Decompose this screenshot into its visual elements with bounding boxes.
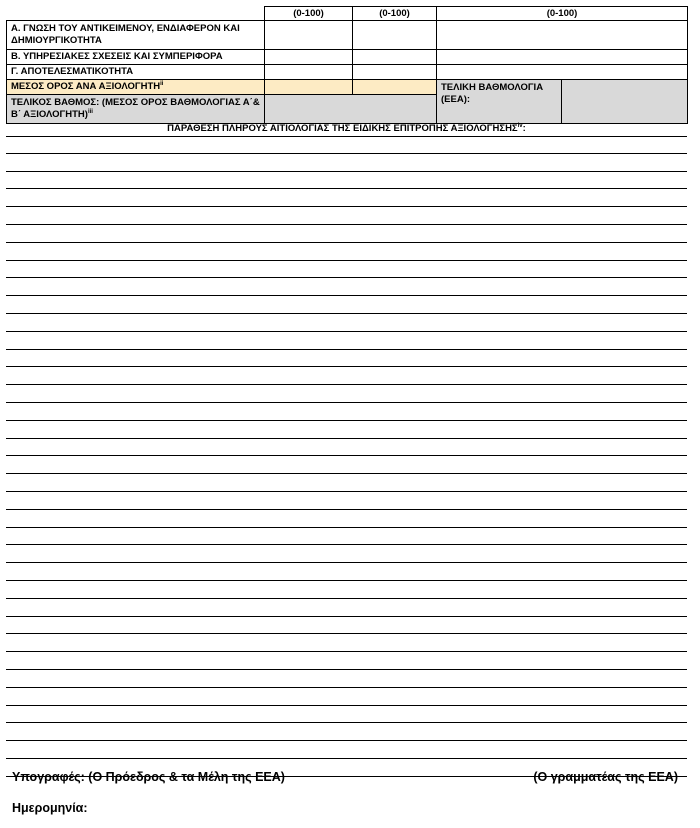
score-b-1[interactable] — [265, 50, 353, 65]
date-label: Ημερομηνία: — [12, 801, 88, 815]
final-grade-value[interactable] — [562, 80, 688, 124]
header-blank-cell — [7, 7, 265, 21]
score-a-1[interactable] — [265, 21, 353, 50]
criterion-row-a — [7, 21, 688, 50]
writing-line[interactable] — [6, 599, 687, 617]
writing-line[interactable] — [6, 617, 687, 635]
average-footnote: ii — [160, 80, 164, 87]
writing-line[interactable] — [6, 207, 687, 225]
writing-line[interactable] — [6, 367, 687, 385]
criterion-c-label: Γ. ΑΠΟΤΕΛΕΣΜΑΤΙΚΟΤΗΤΑ — [7, 65, 265, 80]
justification-title: ΠΑΡΑΘΕΣΗ ΠΛΗΡΟΥΣ ΑΙΤΙΟΛΟΓΙΑΣ ΤΗΣ ΕΙΔΙΚΗΣ ΕΠΙΤΡΟΠΗΣ ΑΞΙΟΛΟΓΗΣΗΣ$^{iv}$: — [6, 122, 687, 137]
writing-line[interactable] — [6, 154, 687, 172]
writing-line[interactable] — [6, 314, 687, 332]
writing-line[interactable] — [6, 350, 687, 368]
writing-line[interactable] — [6, 136, 687, 154]
writing-line[interactable] — [6, 243, 687, 261]
score-c-2[interactable] — [353, 65, 437, 80]
criterion-b-label: Β. ΥΠΗΡΕΣΙΑΚΕΣ ΣΧΕΣΕΙΣ ΚΑΙ ΣΥΜΠΕΡΙΦΟΡΑ — [7, 50, 265, 65]
writing-line[interactable] — [6, 741, 687, 759]
writing-line[interactable] — [6, 296, 687, 314]
secretary-label: (Ο γραμματέας της ΕΕΑ) — [533, 770, 678, 784]
total-score[interactable] — [265, 95, 437, 124]
range-header-2: (0-100) — [353, 7, 437, 21]
writing-line[interactable] — [6, 723, 687, 741]
justification-footnote: iv — [517, 122, 523, 129]
writing-line[interactable] — [6, 563, 687, 581]
writing-line[interactable] — [6, 670, 687, 688]
signatures-label: Υπογραφές: (Ο Πρόεδρος & τα Μέλη της ΕΕΑ) — [12, 770, 285, 784]
average-score-1[interactable] — [265, 80, 353, 95]
writing-line[interactable] — [6, 634, 687, 652]
total-label: ΤΕΛΙΚΟΣ ΒΑΘΜΟΣ: (ΜΕΣΟΣ ΟΡΟΣ ΒΑΘΜΟΛΟΓΙΑΣ Α΄& Β΄ ΑΞΙΟΛΟΓΗΤΗ)$^{iii}$ — [7, 95, 265, 124]
criterion-a-label: Α. ΓΝΩΣΗ ΤΟΥ ΑΝΤΙΚΕΙΜΕΝΟΥ, ΕΝΔΙΑΦΕΡΟΝ ΚΑΙ ΔΗΜΙΟΥΡΓΙΚΟΤΗΤΑ — [7, 21, 265, 50]
writing-line[interactable] — [6, 261, 687, 279]
writing-line[interactable] — [6, 403, 687, 421]
writing-line[interactable] — [6, 421, 687, 439]
score-c-final[interactable] — [437, 65, 688, 80]
writing-line[interactable] — [6, 385, 687, 403]
writing-line[interactable] — [6, 474, 687, 492]
average-label: ΜΕΣΟΣ ΟΡΟΣ ΑΝΑ ΑΞΙΟΛΟΓΗΤΗ$^{ii}$ — [7, 80, 265, 95]
grading-table — [6, 6, 688, 124]
score-a-final[interactable] — [437, 21, 688, 50]
score-b-final[interactable] — [437, 50, 688, 65]
writing-line[interactable] — [6, 492, 687, 510]
writing-line[interactable] — [6, 225, 687, 243]
score-c-1[interactable] — [265, 65, 353, 80]
average-score-2[interactable] — [353, 80, 437, 95]
writing-line[interactable] — [6, 510, 687, 528]
range-header-1: (0-100) — [265, 7, 353, 21]
writing-line[interactable] — [6, 278, 687, 296]
writing-line[interactable] — [6, 528, 687, 546]
writing-line[interactable] — [6, 189, 687, 207]
score-b-2[interactable] — [353, 50, 437, 65]
final-grade-label: ΤΕΛΙΚΗ ΒΑΘΜΟΛΟΓΙΑ (ΕΕΑ): — [437, 80, 562, 124]
writing-line[interactable] — [6, 456, 687, 474]
writing-line[interactable] — [6, 581, 687, 599]
criterion-row-c — [7, 65, 688, 80]
range-header-row — [7, 7, 688, 21]
writing-line[interactable] — [6, 545, 687, 563]
range-header-3: (0-100) — [437, 7, 688, 21]
average-row — [7, 80, 688, 95]
writing-line[interactable] — [6, 706, 687, 724]
writing-line[interactable] — [6, 172, 687, 190]
writing-line[interactable] — [6, 439, 687, 457]
score-a-2[interactable] — [353, 21, 437, 50]
criterion-row-b — [7, 50, 688, 65]
writing-line[interactable] — [6, 688, 687, 706]
writing-line[interactable] — [6, 652, 687, 670]
justification-lines[interactable] — [6, 136, 687, 777]
total-footnote: iii — [87, 108, 93, 115]
writing-line[interactable] — [6, 332, 687, 350]
